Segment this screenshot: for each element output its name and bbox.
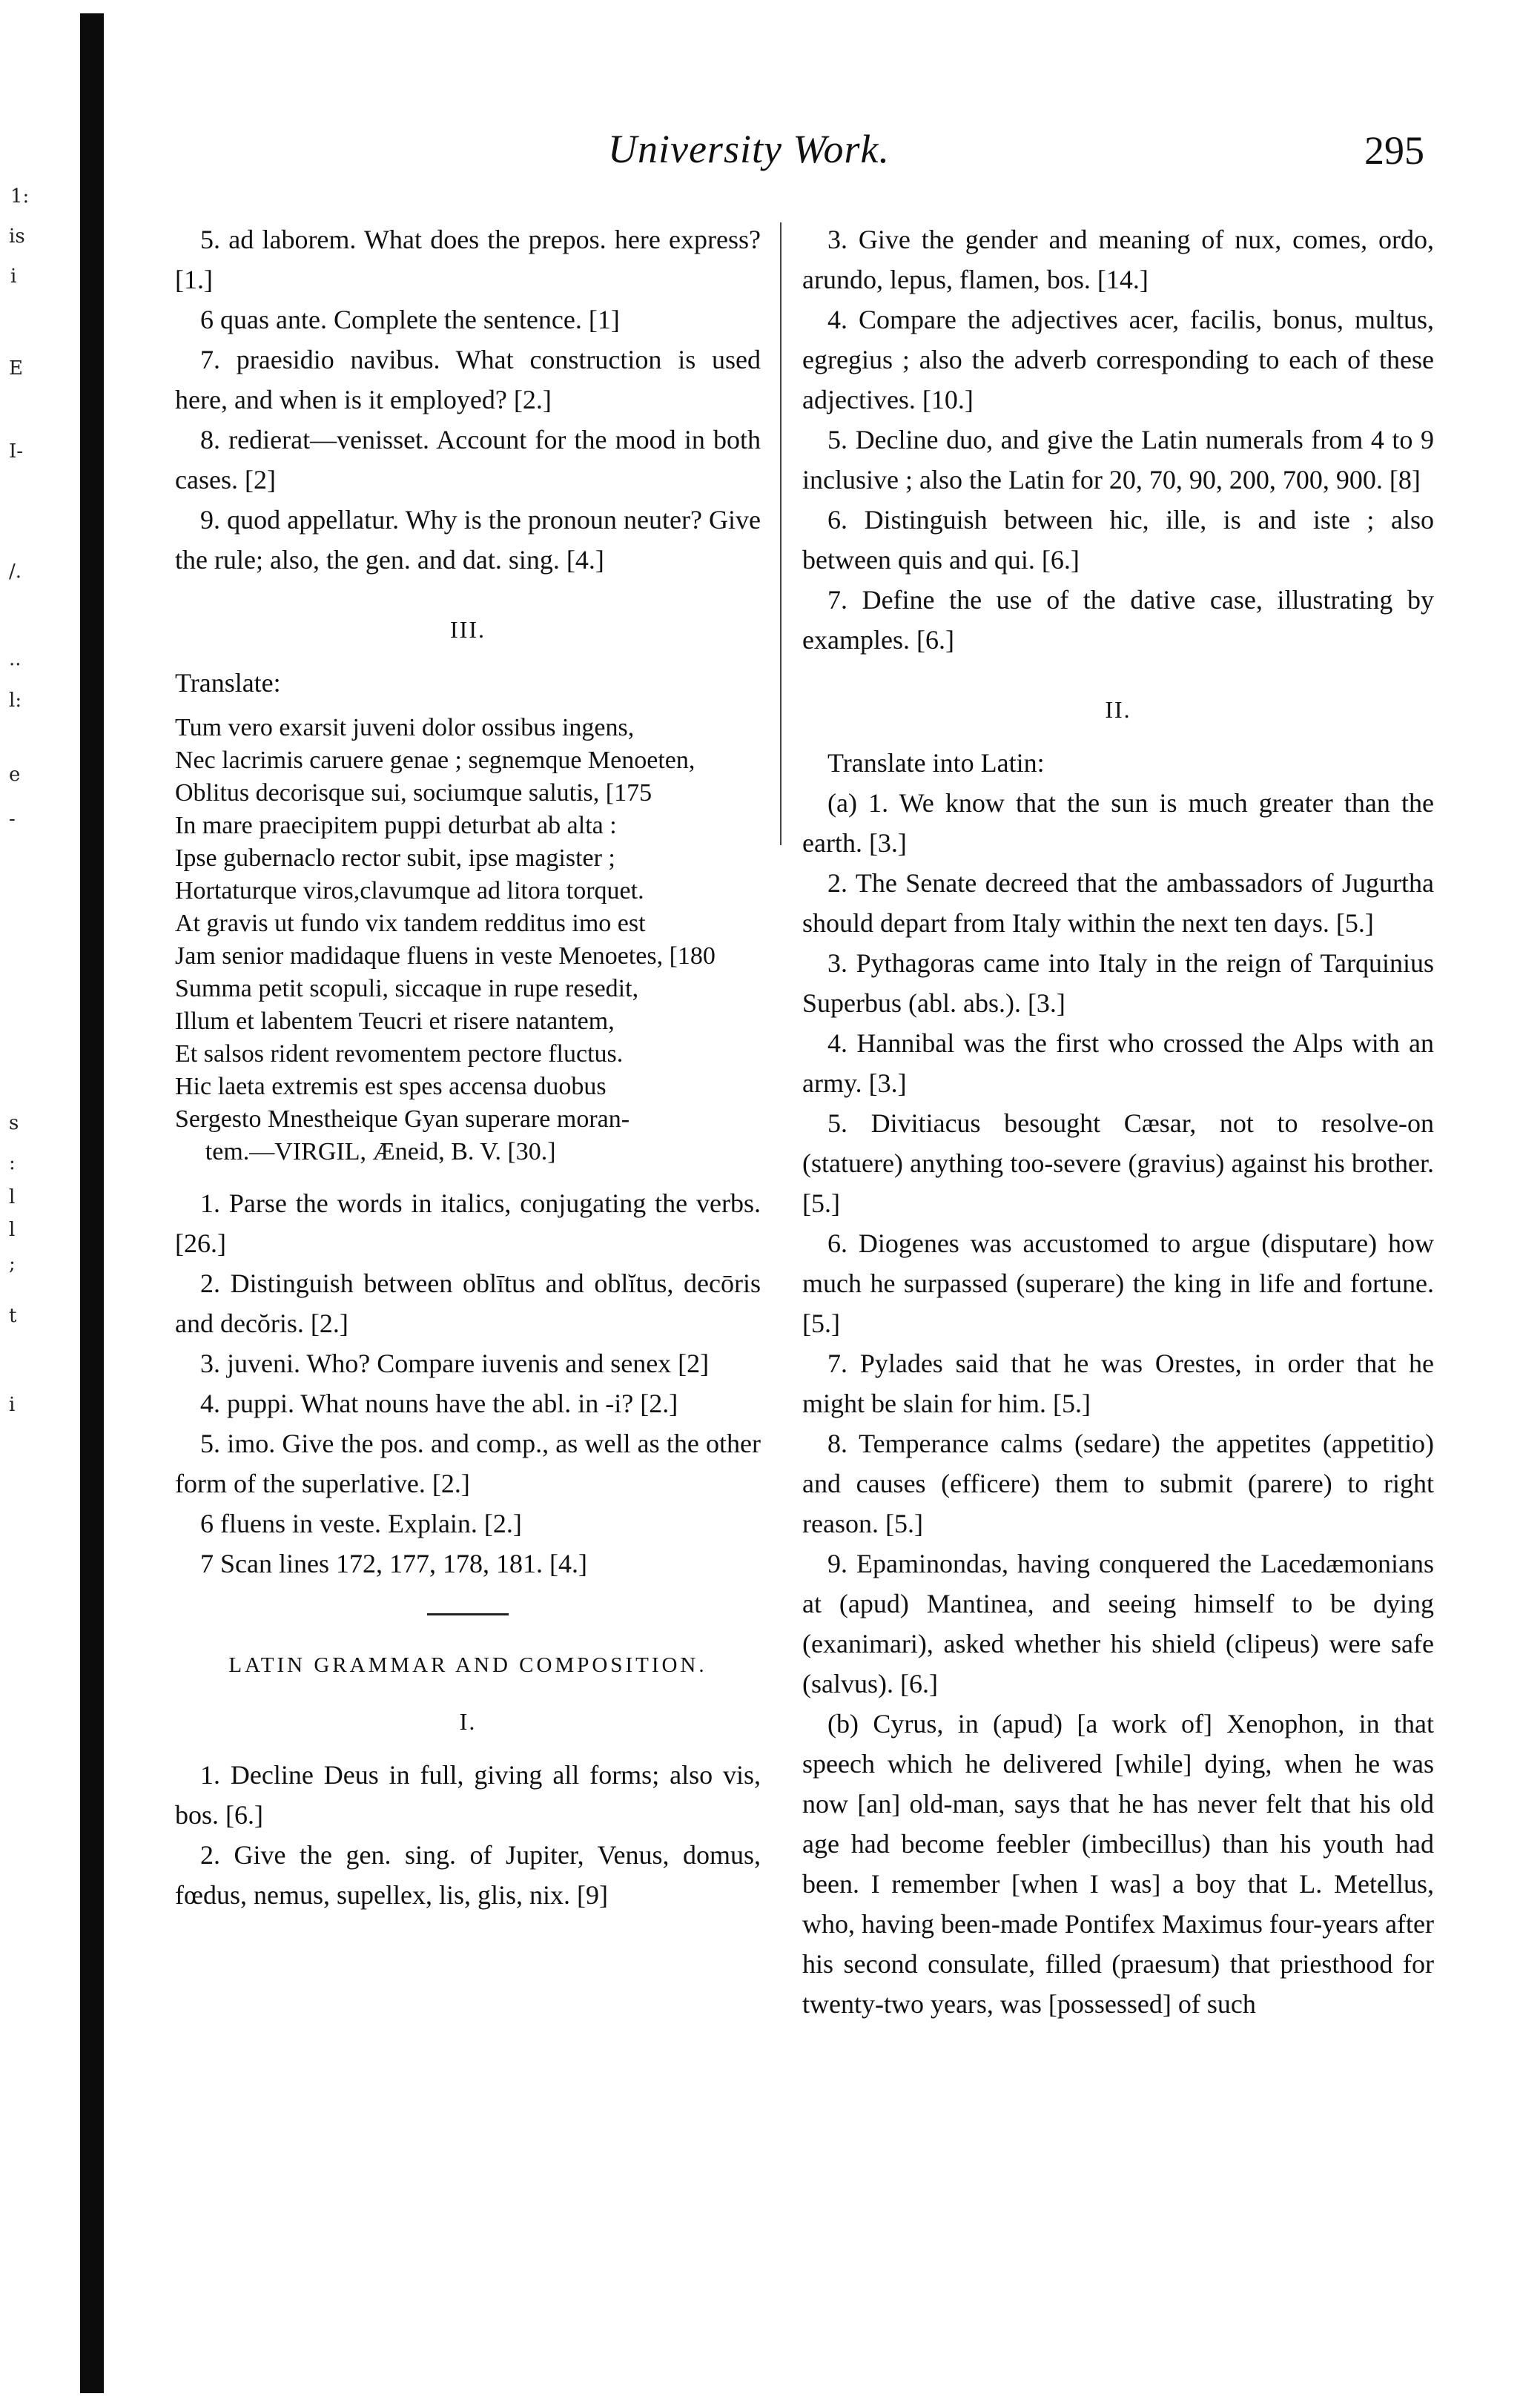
margin-fragment: E bbox=[9, 357, 23, 380]
column-divider bbox=[780, 222, 782, 845]
latin-grammar-heading: LATIN GRAMMAR AND COMPOSITION. bbox=[228, 1653, 707, 1677]
margin-fragment: l: bbox=[9, 689, 22, 712]
margin-fragment: : bbox=[9, 1152, 16, 1174]
translation-sentence: 5. Divitiacus besought Cæsar, not to resolve-on (statuere) anything too-severe (gravius) against his brother. [5.] bbox=[802, 1108, 1434, 1218]
exam-question: 8. redierat—venisset. Account for the mood in both cases. [2] bbox=[175, 425, 761, 494]
margin-fragment: 1: bbox=[10, 185, 30, 208]
exam-question: 5. ad laborem. What does the prepos. here express? [1.] bbox=[175, 225, 761, 294]
exam-question: 5. imo. Give the pos. and comp., as well as the other form of the superlative. [2.] bbox=[175, 1429, 761, 1498]
margin-fragment: .. bbox=[9, 648, 22, 670]
left-column bbox=[175, 219, 761, 1915]
page-number: 295 bbox=[1364, 128, 1424, 173]
margin-fragment: t bbox=[9, 1305, 17, 1327]
margin-fragment: ; bbox=[9, 1253, 16, 1275]
exam-question: 2. Distinguish between oblītus and oblĭtus, decōris and decŏris. [2.] bbox=[175, 1268, 761, 1338]
translation-sentence: 6. Diogenes was accustomed to argue (disputare) how much he surpassed (superare) the king in life and fortune. [5.] bbox=[802, 1228, 1434, 1338]
exam-question: 6 fluens in veste. Explain. [2.] bbox=[200, 1509, 522, 1538]
verse-line: At gravis ut fundo vix tandem redditus imo est bbox=[175, 910, 646, 937]
margin-fragment: I- bbox=[9, 440, 24, 463]
verse-line: Ipse gubernaclo rector subit, ipse magister ; bbox=[175, 844, 615, 872]
verse-line: Tum vero exarsit juveni dolor ossibus ingens, bbox=[175, 714, 635, 741]
section-heading: I. bbox=[459, 1708, 477, 1735]
exam-question: 9. quod appellatur. Why is the pronoun neuter? Give the rule; also, the gen. and dat. sing. [4.] bbox=[175, 505, 761, 575]
margin-fragment: s bbox=[9, 1112, 19, 1134]
exam-question: 3. Give the gender and meaning of nux, comes, ordo, arundo, lepus, flamen, bos. [14.] bbox=[802, 225, 1434, 294]
translate-label: Translate into Latin: bbox=[827, 748, 1045, 778]
exam-question: 5. Decline duo, and give the Latin numerals from 4 to 9 inclusive ; also the Latin for 20, 70, 90, 200, 700, 900. [8] bbox=[802, 425, 1434, 494]
margin-fragment: /. bbox=[9, 560, 22, 583]
margin-fragment: - bbox=[9, 808, 16, 830]
exam-question: 7. praesidio navibus. What construction is used here, and when is it employed? [2.] bbox=[175, 345, 761, 414]
translation-sentence: 9. Epaminondas, having conquered the Lacedæmonians at (apud) Mantinea, and seeing himself to be dying (exanimari), asked whether his shield (clipeus) were safe (salvus). [6.] bbox=[802, 1549, 1434, 1698]
virgil-passage bbox=[175, 712, 761, 1168]
margin-fragment: l bbox=[9, 1219, 16, 1241]
margin-fragments bbox=[0, 0, 52, 2408]
exam-question: 4. puppi. What nouns have the abl. in -i? [2.] bbox=[200, 1389, 678, 1418]
exam-question: 6. Distinguish between hic, ille, is and iste ; also between quis and qui. [6.] bbox=[802, 505, 1434, 575]
margin-fragment: i bbox=[10, 265, 17, 288]
verse-line: Jam senior madidaque fluens in veste Menoetes, [180 bbox=[175, 942, 716, 970]
translation-sentence: 3. Pythagoras came into Italy in the reign of Tarquinius Superbus (abl. abs.). [3.] bbox=[802, 948, 1434, 1018]
right-column bbox=[802, 219, 1434, 2024]
section-heading: II. bbox=[1105, 696, 1131, 723]
exam-question: 6 quas ante. Complete the sentence. [1] bbox=[200, 305, 620, 334]
translation-sentence: (b) Cyrus, in (apud) [a work of] Xenophon, in that speech which he delivered [while] dying, when he was now [an] old-man, says that he has never felt that his old age had become feebler (imbecillus) than his youth had been. I remember [when I was] a boy that L. Metellus, who, having been-made Pontifex Maximus four-years after his second consulate, filled (praesum) that priesthood for twenty-two years, was [possessed] of such bbox=[802, 1709, 1435, 2019]
translation-sentence: 7. Pylades said that he was Orestes, in order that he might be slain for him. [5.] bbox=[802, 1349, 1434, 1418]
exam-question: 1. Parse the words in italics, conjugating the verbs. [26.] bbox=[175, 1188, 761, 1258]
translation-sentence: (a) 1. We know that the sun is much greater than the earth. [3.] bbox=[802, 788, 1434, 858]
margin-fragment: e bbox=[9, 764, 21, 786]
exam-question: 1. Decline Deus in full, giving all forms; also vis, bos. [6.] bbox=[175, 1760, 761, 1830]
page-binding-edge bbox=[80, 13, 104, 2393]
translate-label: Translate: bbox=[175, 668, 281, 698]
translation-sentence: 8. Temperance calms (sedare) the appetites (appetitio) and causes (efficere) them to submit (parere) to right reason. [5.] bbox=[802, 1429, 1434, 1538]
margin-fragment: l bbox=[9, 1186, 16, 1208]
section-rule bbox=[427, 1613, 509, 1615]
margin-fragment: i bbox=[9, 1394, 16, 1416]
passage-citation: tem.—VIRGIL, Æneid, B. V. [30.] bbox=[205, 1138, 556, 1165]
exam-question: 2. Give the gen. sing. of Jupiter, Venus, domus, fœdus, nemus, supellex, lis, glis, nix. [9] bbox=[175, 1840, 761, 1910]
translation-sentence: 4. Hannibal was the first who crossed the Alps with an army. [3.] bbox=[802, 1028, 1434, 1098]
verse-line: Nec lacrimis caruere genae ; segnemque Menoeten, bbox=[175, 747, 695, 774]
verse-line: Oblitus decorisque sui, sociumque salutis, [175 bbox=[175, 779, 652, 807]
verse-line: Sergesto Mnestheique Gyan superare moran- bbox=[175, 1105, 630, 1133]
exam-question: 7. Define the use of the dative case, illustrating by examples. [6.] bbox=[802, 585, 1434, 655]
running-title: University Work. bbox=[608, 127, 890, 171]
exam-question: 3. juveni. Who? Compare iuvenis and senex [2] bbox=[200, 1349, 710, 1378]
section-heading: III. bbox=[450, 616, 486, 643]
verse-line: Hortaturque viros,clavumque ad litora torquet. bbox=[175, 877, 644, 904]
verse-line: Illum et labentem Teucri et risere natantem, bbox=[175, 1008, 615, 1035]
exam-question: 4. Compare the adjectives acer, facilis, bonus, multus, egregius ; also the adverb corresponding to each of these adjectives. [10.] bbox=[802, 305, 1434, 414]
exam-question: 7 Scan lines 172, 177, 178, 181. [4.] bbox=[200, 1549, 587, 1578]
verse-line: Summa petit scopuli, siccaque in rupe resedit, bbox=[175, 975, 639, 1002]
translation-sentence: 2. The Senate decreed that the ambassadors of Jugurtha should depart from Italy within the next ten days. [5.] bbox=[802, 868, 1434, 938]
verse-line: Hic laeta extremis est spes accensa duobus bbox=[175, 1073, 607, 1100]
verse-line: In mare praecipitem puppi deturbat ab alta : bbox=[175, 812, 617, 839]
verse-line: Et salsos rident revomentem pectore fluctus. bbox=[175, 1040, 624, 1068]
margin-fragment: is bbox=[9, 225, 25, 248]
